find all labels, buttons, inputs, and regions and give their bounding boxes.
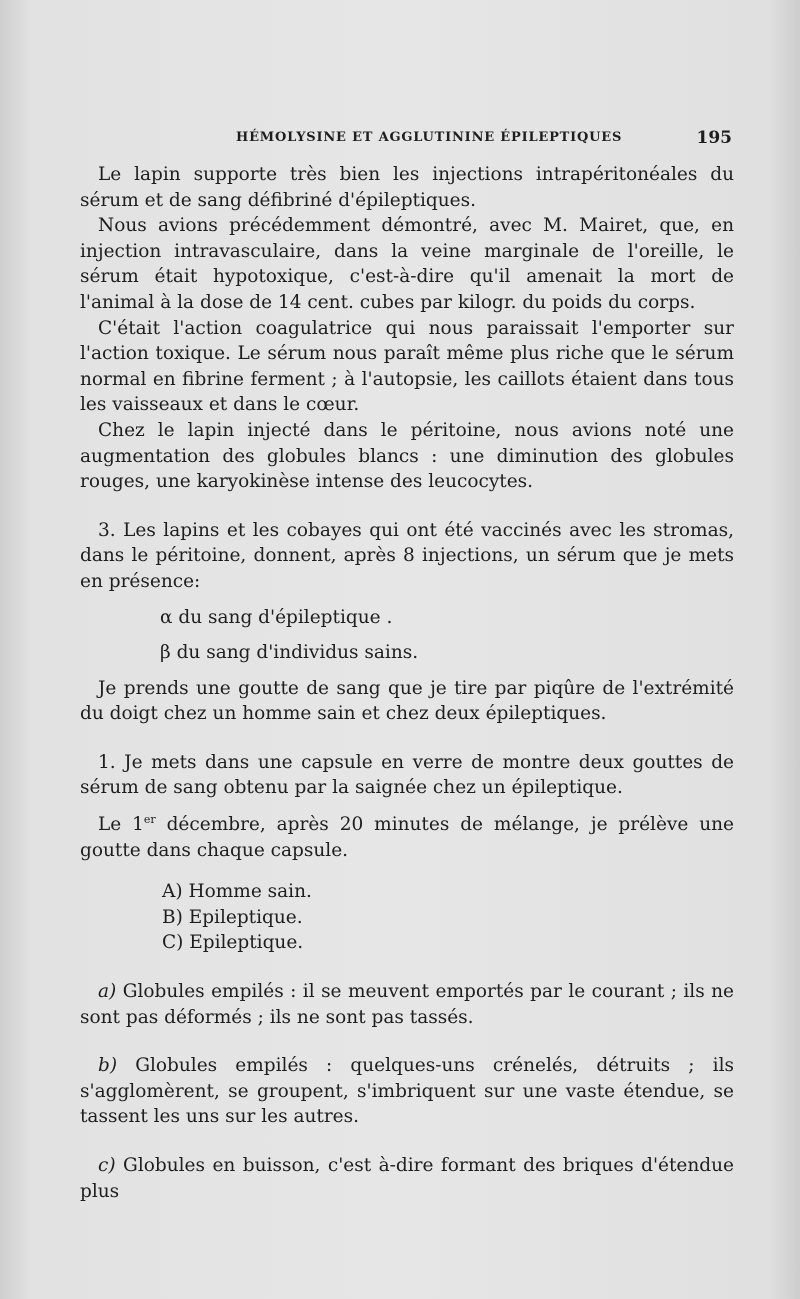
subject-a: A) Homme sain. <box>162 881 312 903</box>
paragraph-december <box>80 807 734 863</box>
page-number: 195 <box>696 128 732 148</box>
december-prefix: Le 1 <box>98 814 144 836</box>
paragraph-coagulation: C'était l'action coagulatrice qui nous paraissait l'emporter sur l'action toxique. Le sérum nous paraît même plus riche que le sérum normal en fibrine ferment ; à l'autopsie, les caillots étaient dans tous les vaisseaux et dans le cœur. <box>80 317 734 416</box>
subject-c: C) Epileptique. <box>162 932 304 954</box>
observation-b-marker: b) <box>98 1055 118 1077</box>
page-header <box>0 128 800 152</box>
list-item-beta: β du sang d'individus sains. <box>160 642 419 664</box>
paragraph-experiment-1: 1. Je mets dans une capsule en verre de montre deux gouttes de sérum de sang obtenu par la saignée chez un épileptique. <box>80 751 734 799</box>
observation-c <box>80 1153 734 1204</box>
paragraph-rabbit-tolerance: Le lapin supporte très bien les injections intrapéritonéales du sérum et de sang défibriné d'épileptiques. <box>80 164 734 211</box>
observation-b-text: Globules empilés : quelques-uns crénelés, détruits ; ils s'agglomèrent, se groupent, s'imbriquent sur une vaste étendue, se tassent les uns sur les autres. <box>80 1055 734 1128</box>
december-text: décembre, après 20 minutes de mélange, je prélève une goutte dans chaque capsule. <box>80 814 734 861</box>
list-item-alpha: α du sang d'épileptique . <box>160 606 393 628</box>
observation-a-text: Globules empilés : il se meuvent emportés par le courant ; ils ne sont pas déformés ; ils ne sont pas tassés. <box>80 981 734 1028</box>
running-title: HÉMOLYSINE ET AGGLUTININE ÉPILEPTIQUES <box>236 130 623 145</box>
observation-a-marker: a) <box>98 981 117 1003</box>
observation-c-marker: c) <box>98 1155 116 1176</box>
paragraph-blood-drop: Je prends une goutte de sang que je tire par piqûre de l'extrémité du doigt chez un homme sain et chez deux épileptiques. <box>80 677 734 725</box>
body-text <box>80 162 734 1204</box>
paragraph-peritoneum: Chez le lapin injecté dans le péritoine, nous avions noté une augmentation des globules blancs : une diminution des globules rouges, une karyokinèse intense des leucocytes. <box>80 419 734 493</box>
serum-list <box>80 605 734 666</box>
observation-b <box>80 1053 734 1130</box>
subject-b: B) Epileptique. <box>162 906 303 928</box>
ordinal-superscript: er <box>143 813 156 827</box>
paragraph-section-3: 3. Les lapins et les cobayes qui ont été vaccinés avec les stromas, dans le péritoine, donnent, après 8 injections, un sérum que je mets en présence: <box>80 519 734 592</box>
observation-a <box>80 979 734 1030</box>
observation-c-text: Globules en buisson, c'est à-dire formant des briques d'étendue plus <box>80 1155 734 1202</box>
paragraph-mairet: Nous avions précédemment démontré, avec M. Mairet, que, en injection intravasculaire, dans la veine marginale de l'oreille, le sérum était hypotoxique, c'est-à-dire qu'il amenait la mort de l'animal à la dose de 14 cent. cubes par kilogr. du poids du corps. <box>80 215 734 313</box>
